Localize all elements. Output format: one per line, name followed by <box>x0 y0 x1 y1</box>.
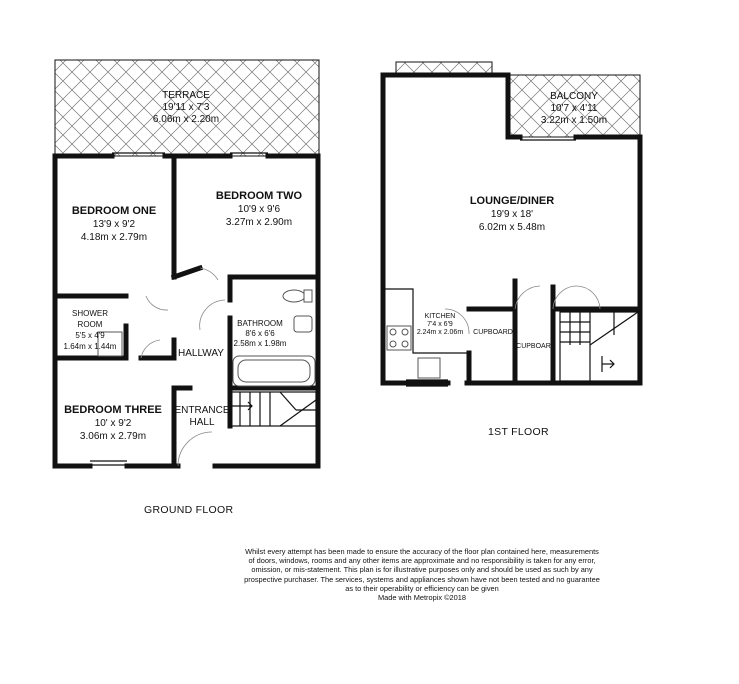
svg-text:1.64m x 1.44m: 1.64m x 1.44m <box>63 342 117 351</box>
svg-text:5'5 x 4'9: 5'5 x 4'9 <box>75 331 105 340</box>
svg-text:HALL: HALL <box>189 417 215 428</box>
first-floor-plan <box>383 62 640 386</box>
svg-text:SHOWER: SHOWER <box>72 309 108 318</box>
kitchen-label <box>417 313 463 336</box>
svg-text:LOUNGE/DINER: LOUNGE/DINER <box>469 195 555 207</box>
first-floor-title: 1ST FLOOR <box>488 426 549 438</box>
disclaimer-text <box>222 547 622 602</box>
balcony-label <box>541 91 607 126</box>
entrance-hall-label <box>174 405 229 428</box>
svg-text:10'7 x 4'11: 10'7 x 4'11 <box>550 103 598 114</box>
cupboard-label-1: CUPBOARD <box>473 329 513 336</box>
disclaimer-line: omission, or mis-statement. This plan is for illustrative purposes only and should be used as such by any <box>251 565 593 575</box>
svg-text:2.58m x 1.98m: 2.58m x 1.98m <box>233 339 287 348</box>
svg-text:19'11 x 7'3: 19'11 x 7'3 <box>162 102 210 113</box>
first-floor-stairs <box>560 312 638 381</box>
svg-text:TERRACE: TERRACE <box>162 90 210 101</box>
svg-text:BALCONY: BALCONY <box>550 91 598 102</box>
cupboard-label-2: CUPBOARD <box>516 343 556 350</box>
terrace-label <box>153 90 219 125</box>
sink-icon <box>418 358 440 378</box>
svg-text:KITCHEN: KITCHEN <box>424 313 456 320</box>
svg-text:10' x 9'2: 10' x 9'2 <box>94 418 132 429</box>
shower-room-label <box>64 309 117 351</box>
hallway-label: HALLWAY <box>178 348 224 359</box>
svg-text:4.18m x 2.79m: 4.18m x 2.79m <box>80 232 148 243</box>
disclaimer-credit: Made with Metropix ©2018 <box>377 593 467 603</box>
svg-text:BEDROOM THREE: BEDROOM THREE <box>64 404 162 416</box>
svg-text:13'9 x 9'2: 13'9 x 9'2 <box>92 219 136 230</box>
toilet-icon <box>283 290 305 302</box>
svg-text:10'9 x 9'6: 10'9 x 9'6 <box>237 204 281 215</box>
svg-text:6.06m x 2.20m: 6.06m x 2.20m <box>152 114 220 125</box>
disclaimer-line: Whilst every attempt has been made to ensure the accuracy of the floor plan contained here, measurements <box>245 547 599 556</box>
svg-text:8'6 x 6'6: 8'6 x 6'6 <box>245 329 275 338</box>
svg-text:ENTRANCE: ENTRANCE <box>174 405 230 416</box>
svg-text:BEDROOM TWO: BEDROOM TWO <box>215 190 303 202</box>
svg-text:3.22m x 1.50m: 3.22m x 1.50m <box>540 115 608 126</box>
disclaimer-line: as to their operability or efficiency can be given <box>345 583 499 593</box>
lounge-diner-label <box>470 195 554 233</box>
first-floor-window-bay <box>396 62 492 74</box>
svg-text:3.27m x 2.90m: 3.27m x 2.90m <box>225 217 293 228</box>
bedroom-one-label <box>72 205 156 243</box>
ground-stairs <box>228 392 316 426</box>
bathroom-label <box>234 319 287 348</box>
svg-text:19'9 x 18': 19'9 x 18' <box>490 209 534 220</box>
svg-text:BEDROOM ONE: BEDROOM ONE <box>71 205 157 217</box>
bedroom-two-label <box>216 190 303 228</box>
svg-text:6.02m x 5.48m: 6.02m x 5.48m <box>478 222 546 233</box>
ground-floor-plan <box>55 60 319 466</box>
svg-text:7'4 x 6'9: 7'4 x 6'9 <box>427 321 453 328</box>
disclaimer-line: prospective purchaser. The services, systems and appliances shown have not been tested and no guarantee <box>244 574 600 584</box>
svg-text:3.06m x 2.79m: 3.06m x 2.79m <box>79 431 147 442</box>
ground-floor-title: GROUND FLOOR <box>144 504 234 516</box>
svg-text:BATHROOM: BATHROOM <box>237 319 283 328</box>
disclaimer-line: of doors, windows, rooms and any other items are approximate and no responsibility is taken for any error, <box>248 556 596 566</box>
bedroom-three-label <box>64 404 162 442</box>
svg-text:2.24m x 2.06m: 2.24m x 2.06m <box>416 329 464 336</box>
basin-icon <box>294 316 312 332</box>
svg-text:ROOM: ROOM <box>77 320 103 329</box>
